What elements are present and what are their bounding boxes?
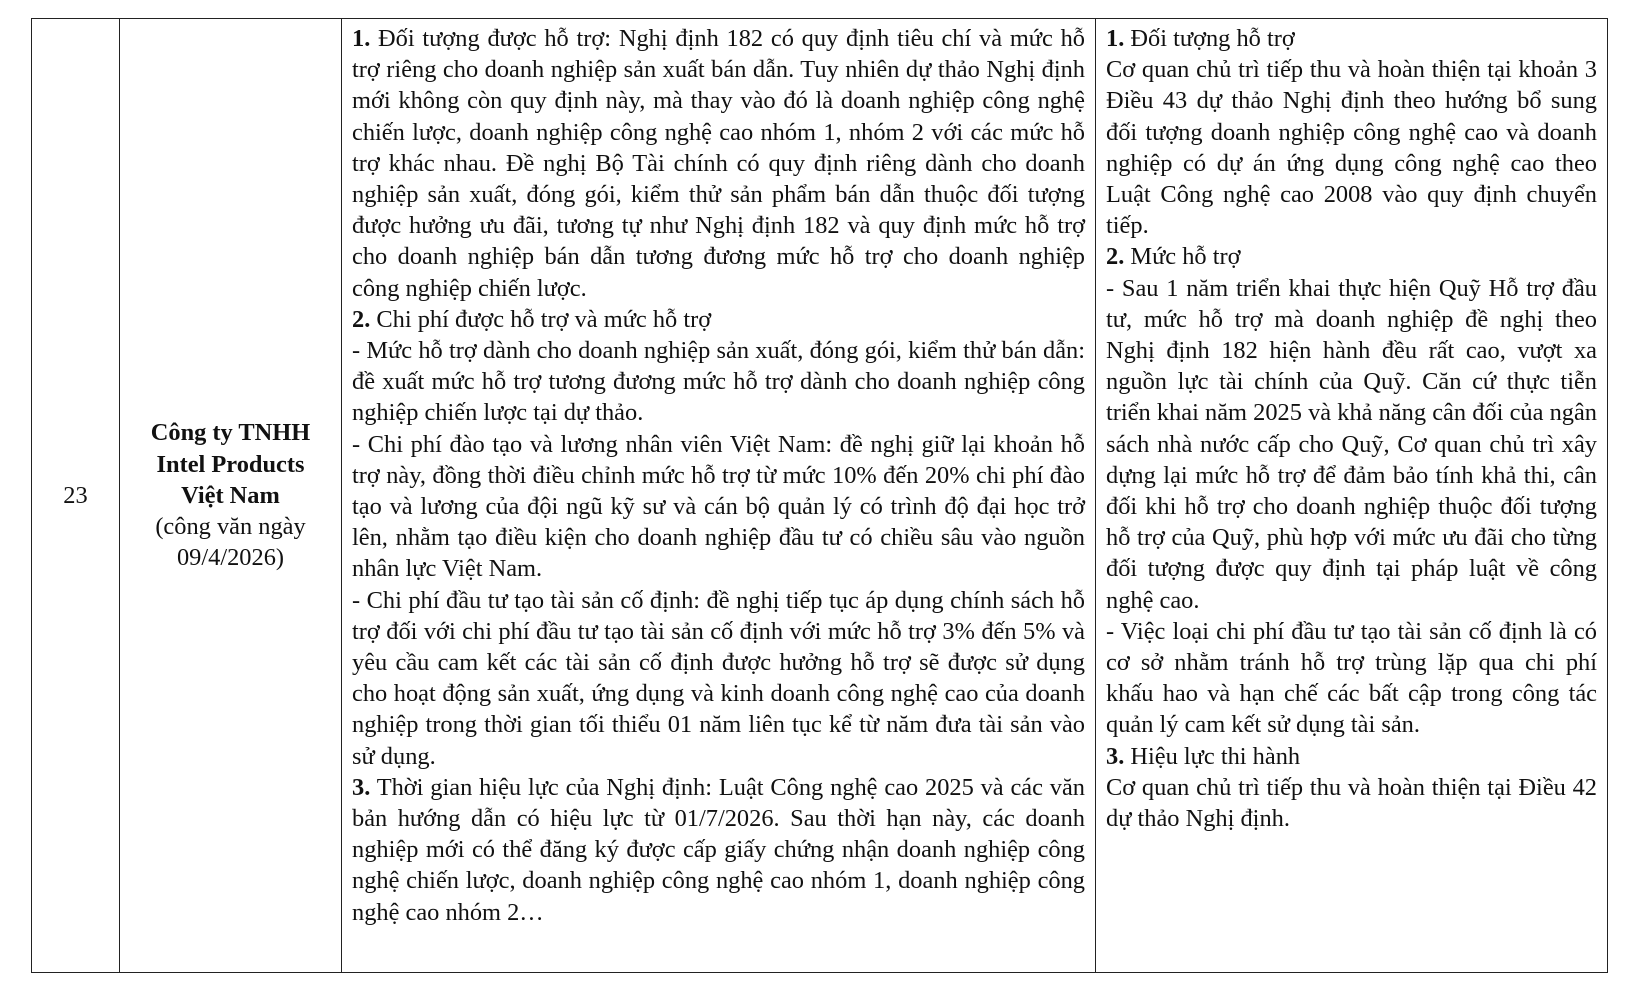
paragraph-text: Mức hỗ trợ	[1124, 243, 1241, 271]
opinion-paragraph	[352, 772, 1085, 928]
organization-name-line: Công ty TNHH	[150, 419, 311, 447]
paragraph-text: - Mức hỗ trợ dành cho doanh nghiệp sản xuất, đóng gói, kiểm thử bán dẫn: đề xuất mức hỗ trợ tương đương mức hỗ trợ dành cho doanh nghiệp công nghiệp chiến lược tại dự thảo.	[352, 337, 1085, 427]
section-number: 2.	[1106, 243, 1125, 271]
paragraph-text: Chi phí được hỗ trợ và mức hỗ trợ	[370, 305, 712, 333]
paragraph-text: Cơ quan chủ trì tiếp thu và hoàn thiện tại Điều 42 dự thảo Nghị định.	[1106, 773, 1597, 833]
section-number: 3.	[352, 773, 371, 801]
response-paragraph	[1106, 241, 1597, 272]
response-paragraph	[1106, 273, 1597, 616]
paragraph-text: - Sau 1 năm triển khai thực hiện Quỹ Hỗ trợ đầu tư, mức hỗ trợ mà doanh nghiệp đề nghị theo Nghị định 182 hiện hành đều rất cao, vượt xa nguồn lực tài chính của Quỹ. Căn cứ thực tiễn triển khai năm 2025 và khả năng cân đối của ngân sách nhà nước cấp cho Quỹ, Cơ quan chủ trì xây dựng lại mức hỗ trợ để đảm bảo tính khả thi, cân đối khi hỗ trợ cho doanh nghiệp thuộc đối tượng hỗ trợ của Quỹ, phù hợp với mức ưu đãi cho từng đối tượng được quy định tại pháp luật về công nghệ cao.	[1106, 274, 1597, 614]
organization-cell	[120, 19, 342, 973]
opinion-paragraph	[352, 23, 1085, 304]
response-paragraph	[1106, 772, 1597, 834]
paragraph-text: - Chi phí đầu tư tạo tài sản cố định: đề nghị tiếp tục áp dụng chính sách hỗ trợ đối với chi phí đầu tư tạo tài sản cố định với mức hỗ trợ 3% đến 5% và yêu cầu cam kết các tài sản cố định được hưởng hỗ trợ sẽ được sử dụng cho hoạt động sản xuất, ứng dụng và kinh doanh công nghệ cao của doanh nghiệp trong thời gian tối thiểu 01 năm liên tục kể từ năm đưa tài sản vào sử dụng.	[352, 586, 1085, 770]
paragraph-text: - Việc loại chi phí đầu tư tạo tài sản cố định là có cơ sở nhằm tránh hỗ trợ trùng lặp qua chi phí khấu hao và hạn chế các bất cập trong công tác quản lý cam kết sử dụng tài sản.	[1106, 617, 1597, 739]
row-number: 23	[63, 481, 88, 509]
opinion-paragraph	[352, 335, 1085, 429]
document-date-note: 09/4/2026)	[176, 544, 285, 572]
section-number: 3.	[1106, 742, 1125, 770]
organization-name-line: Việt Nam	[181, 481, 280, 509]
response-paragraph	[1106, 23, 1597, 54]
table-row	[32, 19, 1608, 973]
row-number-cell	[32, 19, 120, 973]
response-paragraph	[1106, 616, 1597, 741]
section-number: 1.	[1106, 25, 1125, 52]
section-number: 2.	[352, 305, 371, 333]
paragraph-text: Đối tượng hỗ trợ	[1124, 25, 1295, 52]
opinion-cell	[342, 19, 1096, 973]
feedback-table	[31, 18, 1608, 973]
response-cell	[1096, 19, 1608, 973]
organization-name-line: Intel Products	[156, 450, 305, 478]
section-number: 1.	[352, 25, 371, 52]
response-paragraph	[1106, 54, 1597, 241]
paragraph-text: Hiệu lực thi hành	[1124, 742, 1301, 770]
response-paragraph	[1106, 741, 1597, 772]
opinion-paragraph	[352, 304, 1085, 335]
paragraph-text: Đối tượng được hỗ trợ: Nghị định 182 có quy định tiêu chí và mức hỗ trợ riêng cho doanh nghiệp sản xuất bán dẫn. Tuy nhiên dự thảo Nghị định mới không còn quy định này, mà thay vào đó là doanh nghiệp công nghệ chiến lược, doanh nghiệp công nghệ cao nhóm 1, nhóm 2 với các mức hỗ trợ khác nhau. Đề nghị Bộ Tài chính có quy định riêng dành cho doanh nghiệp sản xuất, đóng gói, kiểm thử sản phẩm bán dẫn thuộc đối tượng được hưởng ưu đãi, tương tự như Nghị định 182 và quy định mức hỗ trợ cho doanh nghiệp bán dẫn tương đương mức hỗ trợ cho doanh nghiệp công nghiệp chiến lược.	[352, 25, 1085, 302]
paragraph-text: - Chi phí đào tạo và lương nhân viên Việt Nam: đề nghị giữ lại khoản hỗ trợ này, đồng thời điều chỉnh mức hỗ trợ từ mức 10% đến 20% chi phí đào tạo và lương của đội ngũ kỹ sư và cán bộ quản lý có trình độ đại học trở lên, nhằm tạo điều kiện cho doanh nghiệp đầu tư có chiều sâu vào nguồn nhân lực Việt Nam.	[352, 430, 1085, 583]
paragraph-text: Cơ quan chủ trì tiếp thu và hoàn thiện tại khoản 3 Điều 43 dự thảo Nghị định theo hướng bổ sung đối tượng doanh nghiệp công nghệ cao và doanh nghiệp có dự án ứng dụng công nghệ cao theo Luật Công nghệ cao 2008 vào quy định chuyển tiếp.	[1106, 56, 1597, 240]
opinion-paragraph	[352, 429, 1085, 585]
document-date-note: (công văn ngày	[155, 513, 306, 541]
paragraph-text: Thời gian hiệu lực của Nghị định: Luật Công nghệ cao 2025 và các văn bản hướng dẫn có hiệu lực từ 01/7/2026. Sau thời hạn này, các doanh nghiệp mới có thể đăng ký được cấp giấy chứng nhận doanh nghiệp công nghệ chiến lược, doanh nghiệp công nghệ cao nhóm 1, doanh nghiệp công nghệ cao nhóm 2…	[352, 773, 1085, 926]
opinion-paragraph	[352, 585, 1085, 772]
